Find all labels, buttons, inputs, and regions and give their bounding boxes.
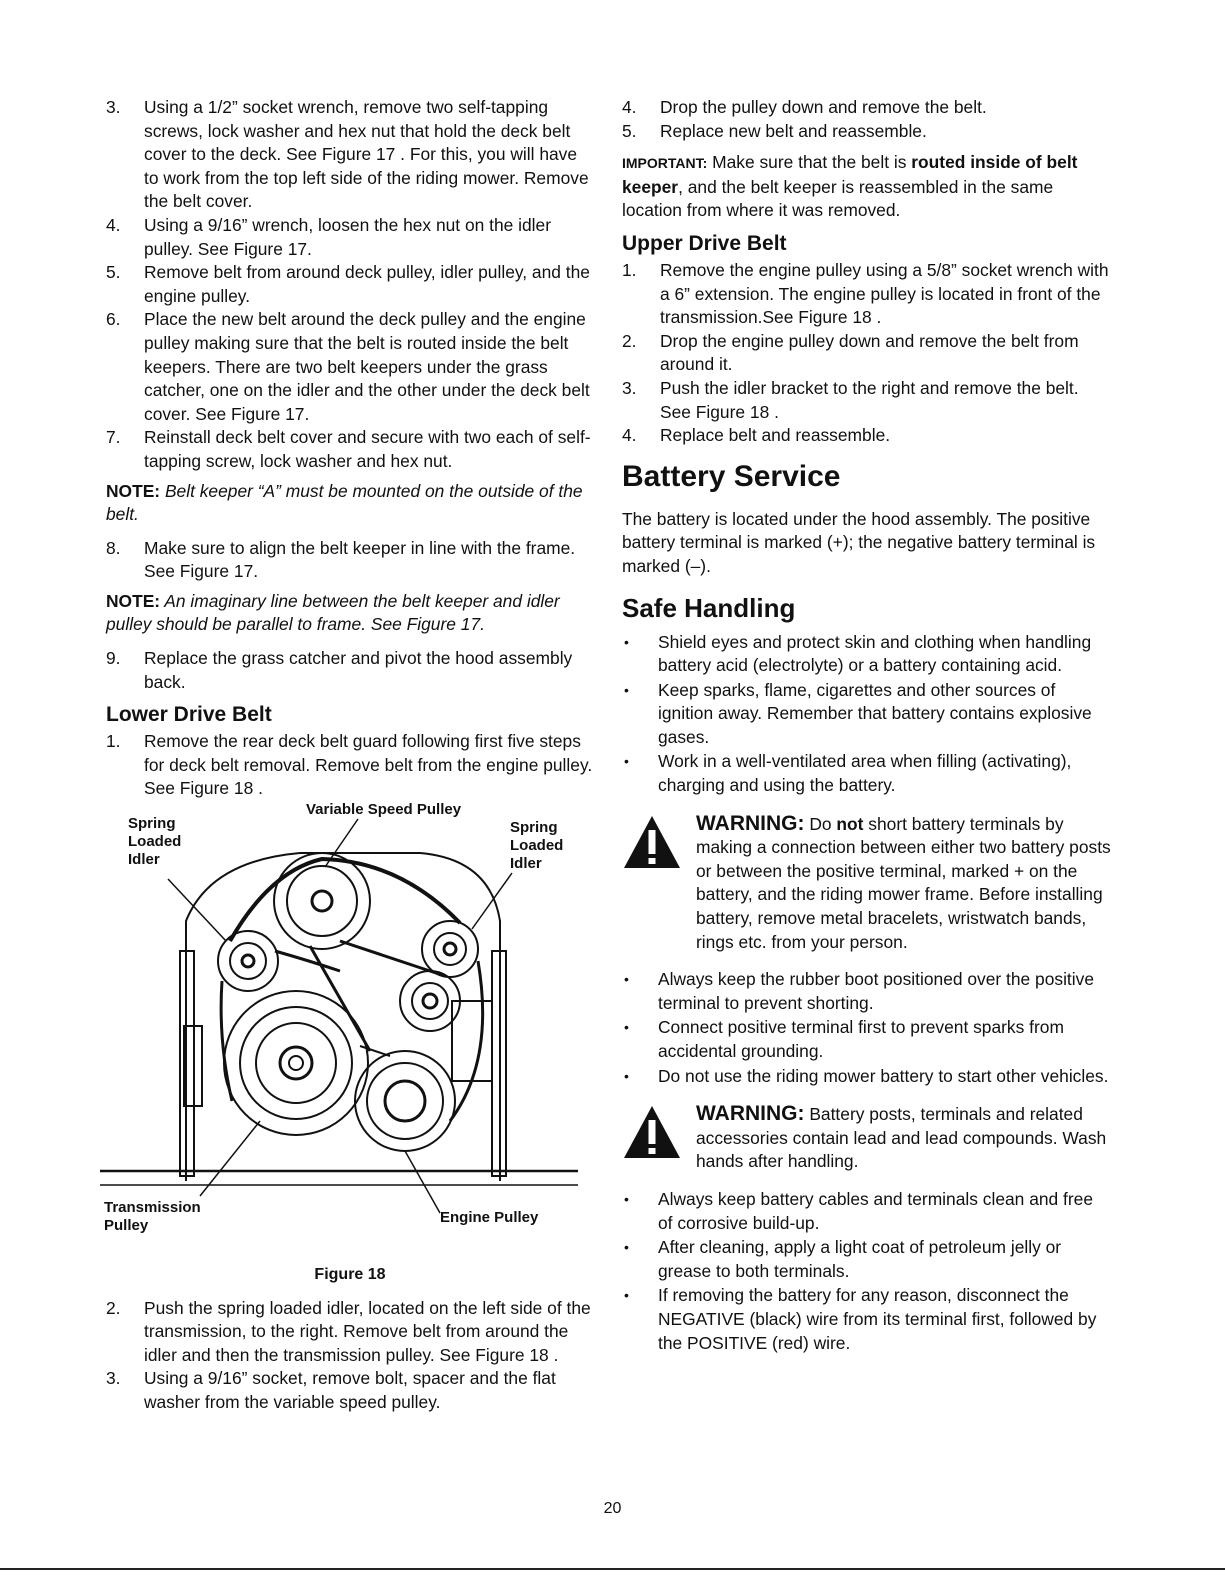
list-item: 2. Push the spring loaded idler, located on the left side of the transmission, to the right. Remove belt from around the idler and then the transmission pulley. See Figure 18 . <box>106 1297 591 1365</box>
note-belt-keeper: NOTE: Belt keeper “A” must be mounted on the outside of the belt. <box>106 480 583 525</box>
list-item: 7. Reinstall deck belt cover and secure with two each of self-tapping screw, lock washer and hex nut. <box>106 427 591 471</box>
safe-handling-heading: Safe Handling <box>622 592 796 623</box>
note-imaginary-line: NOTE: An imaginary line between the belt keeper and idler pulley should be parallel to frame. See Figure 17. <box>106 590 560 635</box>
battery-intro: The battery is located under the hood assembly. The positive battery terminal is marked (+); the negative battery terminal is marked (–). <box>622 508 1096 576</box>
list-item: • If removing the battery for any reason, disconnect the NEGATIVE (black) wire from its terminal first, followed by the POSITIVE (red) wire. <box>622 1284 1112 1355</box>
page-number: 20 <box>603 1500 622 1517</box>
list-item: 6. Place the new belt around the deck pulley and the engine pulley making sure that the belt is routed inside the belt keepers. There are two belt keepers under the grass catcher, one on the idler and the other under the deck belt cover. See Figure 17. <box>106 309 590 424</box>
lower-drive-steps-continued <box>106 1297 594 1415</box>
safety-bullets-2 <box>622 968 1112 1088</box>
warning-triangle-icon <box>622 814 682 870</box>
warning-lead: WARNING: Battery posts, terminals and related accessories contain lead and lead compounds. Wash hands after handling. <box>622 1102 1112 1174</box>
list-item: 4. Replace belt and reassemble. <box>622 425 891 446</box>
bottom-rule <box>0 1568 1225 1570</box>
list-item: 3. Push the idler bracket to the right and remove the belt. See Figure 18 . <box>622 377 1079 422</box>
battery-service-heading: Battery Service <box>622 459 841 493</box>
list-item: • Always keep the rubber boot positioned over the positive terminal to prevent shorting. <box>622 968 1112 1015</box>
list-item: 5. Remove belt from around deck pulley, idler pulley, and the engine pulley. <box>106 262 590 306</box>
important-note: IMPORTANT: Make sure that the belt is routed inside of belt keeper, and the belt keeper is reassembled in the same location from where it was removed. <box>622 152 1078 221</box>
label-spring-loaded-idler-right: Spring Loaded Idler <box>510 819 564 873</box>
figure-caption: Figure 18 <box>314 1266 386 1284</box>
list-item: 8. Make sure to align the belt keeper in line with the frame. See Figure 17. <box>106 537 576 582</box>
lower-drive-steps <box>106 730 594 801</box>
list-item: • Shield eyes and protect skin and clothing when handling battery acid (electrolyte) or a battery containing acid. <box>622 631 1112 678</box>
list-item: 4. Drop the pulley down and remove the belt. <box>622 97 987 117</box>
label-spring-loaded-idler-left: Spring Loaded Idler <box>128 815 182 869</box>
safety-bullets-3 <box>622 1188 1112 1355</box>
upper-drive-belt-heading: Upper Drive Belt <box>622 231 787 255</box>
step-9 <box>106 647 594 694</box>
list-item: 4. Using a 9/16” wrench, loosen the hex nut on the idler pulley. See Figure 17. <box>106 214 551 259</box>
list-item: 1. Remove the rear deck belt guard following first five steps for deck belt removal. Remove belt from the engine pulley. See Figure 18 . <box>106 731 593 799</box>
lower-drive-belt-heading: Lower Drive Belt <box>106 703 272 727</box>
safety-bullets-1 <box>622 631 1112 798</box>
list-item: 9. Replace the grass catcher and pivot the hood assembly back. <box>106 648 573 692</box>
left-column <box>106 96 594 1415</box>
list-item: • Always keep battery cables and terminals clean and free of corrosive build-up. <box>622 1188 1112 1235</box>
step-8 <box>106 537 594 584</box>
list-item: 3. Using a 9/16” socket, remove bolt, spacer and the flat washer from the variable speed pulley. <box>106 1368 556 1412</box>
deck-belt-steps <box>106 96 594 474</box>
label-transmission-pulley: Transmission Pulley <box>104 1199 201 1235</box>
list-item: • Work in a well-ventilated area when filling (activating), charging and using the battery. <box>622 750 1112 797</box>
upper-drive-steps <box>622 259 1112 448</box>
warning-triangle-icon <box>622 1104 682 1160</box>
figure-18-diagram <box>100 801 590 1261</box>
right-column <box>622 96 1112 1356</box>
list-item: 2. Drop the engine pulley down and remove the belt from around it. <box>622 330 1079 375</box>
label-variable-speed-pulley: Variable Speed Pulley <box>306 801 462 819</box>
list-item: 3. Using a 1/2” socket wrench, remove two self-tapping screws, lock washer and hex nut that hold the deck belt cover to the deck. See Figure 17 . For this, you will have to work from the top left side of the riding mower. Remove the belt cover. <box>106 97 589 212</box>
list-item: • Do not use the riding mower battery to start other vehicles. <box>622 1065 1112 1089</box>
lower-drive-steps-end <box>622 96 1112 143</box>
warning-short-terminals: WARNING: Do not short battery terminals by making a connection between either two battery posts or between the positive terminal, marked + on the battery, and the riding mower frame. Before installing battery, remove metal bracelets, wristwatch bands, rings etc. from your person. <box>622 812 1112 955</box>
list-item: • Connect positive terminal first to prevent sparks from accidental grounding. <box>622 1016 1112 1063</box>
list-item: 1. Remove the engine pulley using a 5/8” socket wrench with a 6” extension. The engine pulley is located in front of the transmission.See Figure 18 . <box>622 259 1109 328</box>
list-item: • After cleaning, apply a light coat of petroleum jelly or grease to both terminals. <box>622 1236 1112 1283</box>
list-item: • Keep sparks, flame, cigarettes and other sources of ignition away. Remember that battery contains explosive gases. <box>622 679 1112 750</box>
list-item: 5. Replace new belt and reassemble. <box>622 120 927 141</box>
label-engine-pulley: Engine Pulley <box>440 1209 539 1227</box>
